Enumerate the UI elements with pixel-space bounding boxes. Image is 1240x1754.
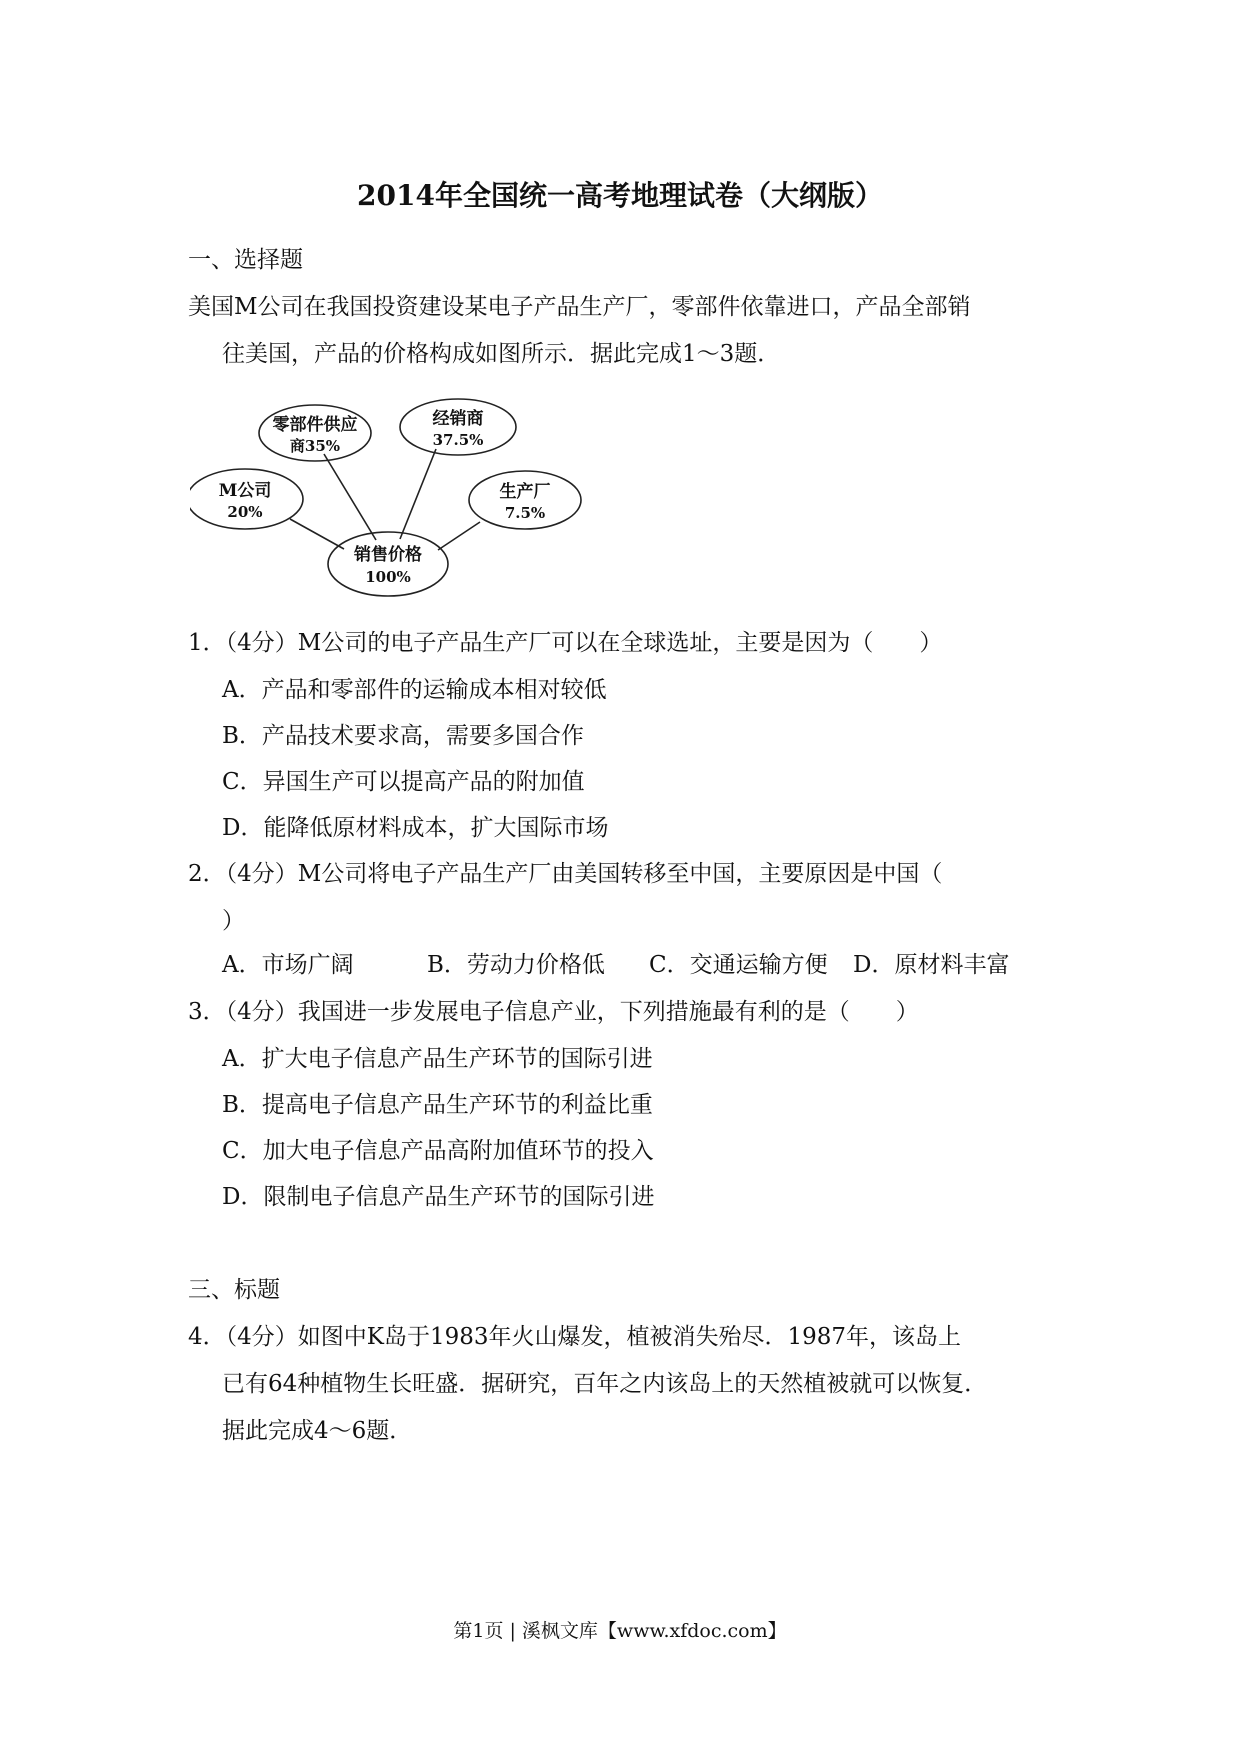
question-3-stem: 3．（4分）我国进一步发展电子信息产业，下列措施最有利的是（ ） [188, 999, 919, 1025]
question-4-line-2: 已有64种植物生长旺盛．据研究，百年之内该岛上的天然植被就可以恢复． [222, 1371, 988, 1397]
question-2-option-c: C．交通运输方便 [649, 952, 828, 978]
question-3-option-d: D．限制电子信息产品生产环节的国际引进 [222, 1184, 655, 1210]
question-2-option-a: A．市场广阔 [222, 952, 354, 978]
question-2-options [222, 950, 1042, 980]
supplier-value: 商35% [289, 437, 341, 455]
question-2-stem: 2．（4分）M公司将电子产品生产厂由美国转移至中国，主要原因是中国（ [188, 861, 943, 887]
page-title: 2014年全国统一高考地理试卷（大纲版） [357, 179, 883, 212]
intro-line-1: 美国M公司在我国投资建设某电子产品生产厂，零部件依靠进口，产品全部销 [188, 294, 971, 320]
question-4-stem: 4．（4分）如图中K岛于1983年火山爆发，植被消失殆尽．1987年，该岛上 [188, 1324, 962, 1350]
question-1-option-c: C．异国生产可以提高产品的附加值 [222, 769, 585, 795]
question-2-stem-continued: ） [222, 908, 245, 934]
factory-value: 7.5% [504, 504, 546, 522]
center-value: 100% [365, 568, 411, 586]
question-4-line-3: 据此完成4～6题． [222, 1418, 413, 1444]
question-3-option-a: A．扩大电子信息产品生产环节的国际引进 [222, 1046, 653, 1072]
dealer-value: 37.5% [432, 431, 484, 449]
page-footer: 第1页 | 溪枫文库【www.xfdoc.com】 [453, 1620, 787, 1642]
question-3-option-b: B．提高电子信息产品生产环节的利益比重 [222, 1092, 653, 1118]
factory-label: 生产厂 [499, 482, 551, 502]
company-value: 20% [227, 503, 263, 521]
company-label: M公司 [218, 481, 272, 501]
supplier-label: 零部件供应 [272, 415, 358, 435]
question-2-option-d: D．原材料丰富 [853, 952, 1010, 978]
section-heading-choice: 一、选择题 [188, 247, 303, 273]
question-3-option-c: C．加大电子信息产品高附加值环节的投入 [222, 1138, 654, 1164]
question-1-option-b: B．产品技术要求高，需要多国合作 [222, 723, 584, 749]
price-composition-diagram [190, 392, 630, 598]
question-1-option-a: A．产品和零部件的运输成本相对较低 [222, 677, 607, 703]
section-heading-title: 三、标题 [188, 1277, 280, 1303]
intro-line-2: 往美国，产品的价格构成如图所示．据此完成1～3题． [222, 341, 781, 367]
question-1-stem: 1．（4分）M公司的电子产品生产厂可以在全球选址，主要是因为（ ） [188, 630, 943, 656]
question-1-option-d: D．能降低原材料成本，扩大国际市场 [222, 815, 609, 841]
center-label: 销售价格 [354, 545, 422, 565]
question-2-option-b: B．劳动力价格低 [427, 952, 605, 978]
dealer-label: 经销商 [432, 409, 484, 429]
